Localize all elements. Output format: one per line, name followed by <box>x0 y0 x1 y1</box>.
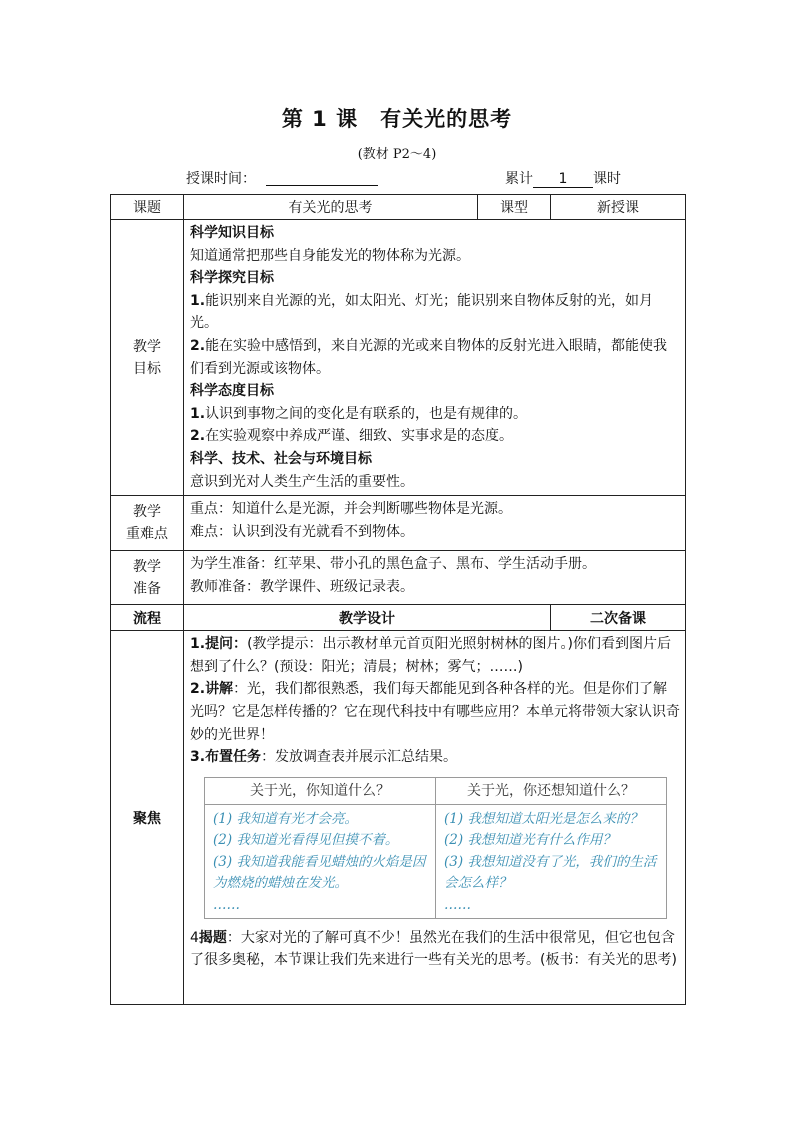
survey-known-item: (3) 我知道我能看见蜡烛的火焰是因为燃烧的蜡烛在发光。 <box>213 853 426 892</box>
focus-content <box>184 631 686 1005</box>
lesson-count-label: 累计 <box>505 171 533 187</box>
flow-header-design: 教学设计 <box>184 605 551 631</box>
survey-wonder-item: (1) 我想知道太阳光是怎么来的？ <box>444 810 643 827</box>
topic-label: 课题 <box>111 195 184 220</box>
stse-goal-text: 意识到光对人类生产生活的重要性。 <box>190 473 414 490</box>
attitude-goal-2: 2.在实验观察中养成严谨、细致、实事求是的态度。 <box>190 428 514 445</box>
lesson-plan-table <box>110 194 686 1005</box>
knowledge-goal-heading: 科学知识目标 <box>190 225 274 241</box>
attitude-goal-1: 1.认识到事物之间的变化是有联系的，也是有规律的。 <box>190 405 528 422</box>
preparation-label: 教学 准备 <box>111 551 184 605</box>
lesson-meta <box>186 168 642 190</box>
attitude-goal-heading: 科学态度目标 <box>190 383 274 400</box>
survey-wonder-answers <box>436 805 666 917</box>
flow-header-process: 流程 <box>111 605 184 631</box>
student-preparation: 为学生准备：红苹果、带小孔的黑色盒子、黑布、学生活动手册。 <box>190 556 596 573</box>
key-points-label: 教学 重难点 <box>111 496 184 551</box>
flow-header-row <box>111 605 686 631</box>
survey-known-item: (2) 我知道光看得见但摸不着。 <box>213 832 399 849</box>
preparation-content <box>184 551 686 605</box>
focus-step-3: 3.布置任务：发放调查表并展示汇总结果。 <box>190 749 458 766</box>
preparation-row <box>111 551 686 605</box>
lesson-time-field[interactable] <box>266 168 378 186</box>
difficult-point: 难点：认识到没有光就看不到物体。 <box>190 523 414 540</box>
survey-wonder-item: …… <box>444 896 471 913</box>
knowledge-goal-text: 知道通常把那些自身能发光的物体称为光源。 <box>190 247 470 264</box>
focus-step-1: 1.提问：(教学提示：出示教材单元首页阳光照射树林的图片。)你们看到图片后想到了什么？(预设：阳光；清晨；树林；雾气；……) <box>190 636 671 675</box>
lesson-time-label: 授课时间： <box>186 171 256 187</box>
focus-label: 聚焦 <box>111 631 184 1005</box>
key-points-row <box>111 496 686 551</box>
key-points-content <box>184 496 686 551</box>
type-label: 课型 <box>478 195 551 220</box>
survey-wonder-item: (3) 我想知道没有了光，我们的生活会怎么样？ <box>444 853 657 892</box>
goals-label: 教学 目标 <box>111 220 184 496</box>
flow-header-revision: 二次备课 <box>551 605 686 631</box>
key-point: 重点：知道什么是光源，并会判断哪些物体是光源。 <box>190 501 512 518</box>
teacher-preparation: 教师准备：教学课件、班级记录表。 <box>190 578 414 595</box>
survey-known-item: (1) 我知道有光才会亮。 <box>213 810 358 827</box>
stse-goal-heading: 科学、技术、社会与环境目标 <box>190 450 372 467</box>
survey-known-answers <box>205 805 435 917</box>
inquiry-goal-heading: 科学探究目标 <box>190 270 274 287</box>
inquiry-goal-1: 1.能识别来自光源的光，如太阳光、灯光；能识别来自物体反射的光，如月光。 <box>190 292 654 332</box>
survey-known-column <box>205 778 435 918</box>
lesson-count <box>505 168 621 188</box>
survey-wonder-item: (2) 我想知道光有什么作用？ <box>444 832 616 849</box>
textbook-pages: (教材 P2～4) <box>357 147 437 162</box>
topic-value: 有关光的思考 <box>184 195 478 220</box>
survey-table <box>204 777 667 919</box>
inquiry-goal-2: 2.能在实验中感悟到，来自光源的光或来自物体的反射光进入眼睛，都能使我们看到光源或该物体。 <box>190 337 668 377</box>
type-value: 新授课 <box>551 195 686 220</box>
topic-row <box>111 195 686 220</box>
focus-step-2: 2.讲解：光，我们都很熟悉，我们每天都能见到各种各样的光。但是你们了解光吗？它是怎样传播的？它在现代科技中有哪些应用？本单元将带领大家认识奇妙的光世界！ <box>190 681 680 743</box>
goals-row <box>111 220 686 496</box>
goals-content <box>184 220 686 496</box>
page-title: 第 1 课 有关光的思考 <box>281 107 513 131</box>
survey-wonder-header: 关于光，你还想知道什么？ <box>436 778 666 805</box>
focus-row <box>111 631 686 1005</box>
survey-wonder-column <box>435 778 666 918</box>
survey-known-header: 关于光，你知道什么？ <box>205 778 435 805</box>
lesson-count-value: 1 <box>533 171 593 188</box>
focus-step-4: 4揭题：大家对光的了解可真不少！虽然光在我们的生活中很常见，但它也包含了很多奥秘，本节课让我们先来进行一些有关光的思考。(板书：有关光的思考) <box>190 929 677 969</box>
lesson-count-unit: 课时 <box>593 171 621 187</box>
survey-known-item: …… <box>213 896 240 913</box>
